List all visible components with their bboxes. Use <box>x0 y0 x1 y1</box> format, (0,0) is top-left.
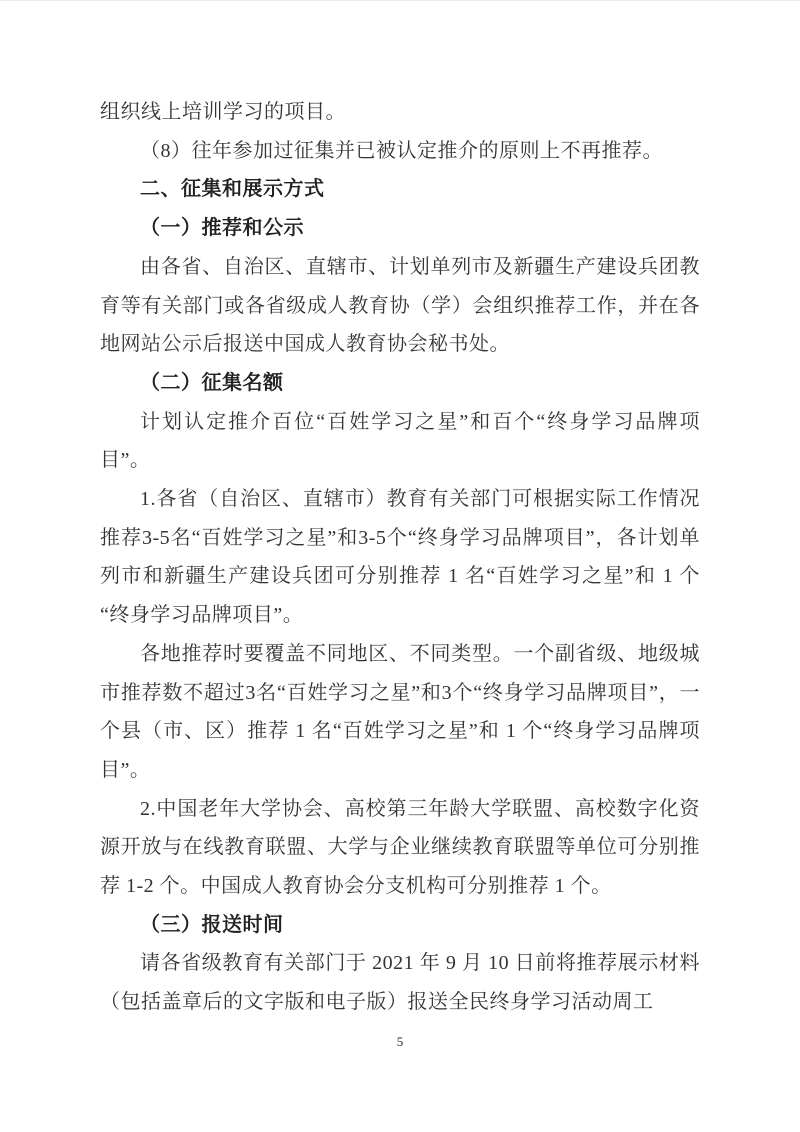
page-number: 5 <box>396 1034 404 1049</box>
document-body <box>100 93 700 1022</box>
body-paragraph: 组织线上培训学习的项目。 <box>100 101 346 123</box>
body-paragraph: （8）往年参加过征集并已被认定推介的原则上不再推荐。 <box>140 139 663 162</box>
section-heading: 二、征集和展示方式 <box>140 178 325 201</box>
section-heading: （一）推荐和公示 <box>140 217 304 240</box>
body-paragraph: 1.各省（自治区、直辖市）教育有关部门可根据实际工作情况推荐3-5名“百姓学习之星”和3-5个“终身学习品牌项目”，各计划单列市和新疆生产建设兵团可分别推荐 1 名“百姓学习之星”和 1 个“终身学习品牌项目”。 <box>100 488 700 627</box>
body-paragraph: 由各省、自治区、直辖市、计划单列市及新疆生产建设兵团教育等有关部门或各省级成人教育协（学）会组织推荐工作，并在各地网站公示后报送中国成人教育协会秘书处。 <box>100 255 700 356</box>
section-heading: （三）报送时间 <box>140 913 284 936</box>
body-paragraph: 请各省级教育有关部门于 2021 年 9 月 10 日前将推荐展示材料（包括盖章后的文字版和电子版）报送全民终身学习活动周工 <box>100 952 700 1014</box>
body-paragraph: 各地推荐时要覆盖不同地区、不同类型。一个副省级、地级城市推荐数不超过3名“百姓学习之星”和3个“终身学习品牌项目”，一个县（市、区）推荐 1 名“百姓学习之星”和 1 个“终身学习品牌项目”。 <box>100 642 700 781</box>
body-paragraph: 计划认定推介百位“百姓学习之星”和百个“终身学习品牌项目”。 <box>100 410 700 472</box>
body-paragraph: 2.中国老年大学协会、高校第三年龄大学联盟、高校数字化资源开放与在线教育联盟、大学与企业继续教育联盟等单位可分别推荐 1-2 个。中国成人教育协会分支机构可分别推荐 1 个。 <box>100 797 700 898</box>
section-heading: （二）征集名额 <box>140 371 284 394</box>
